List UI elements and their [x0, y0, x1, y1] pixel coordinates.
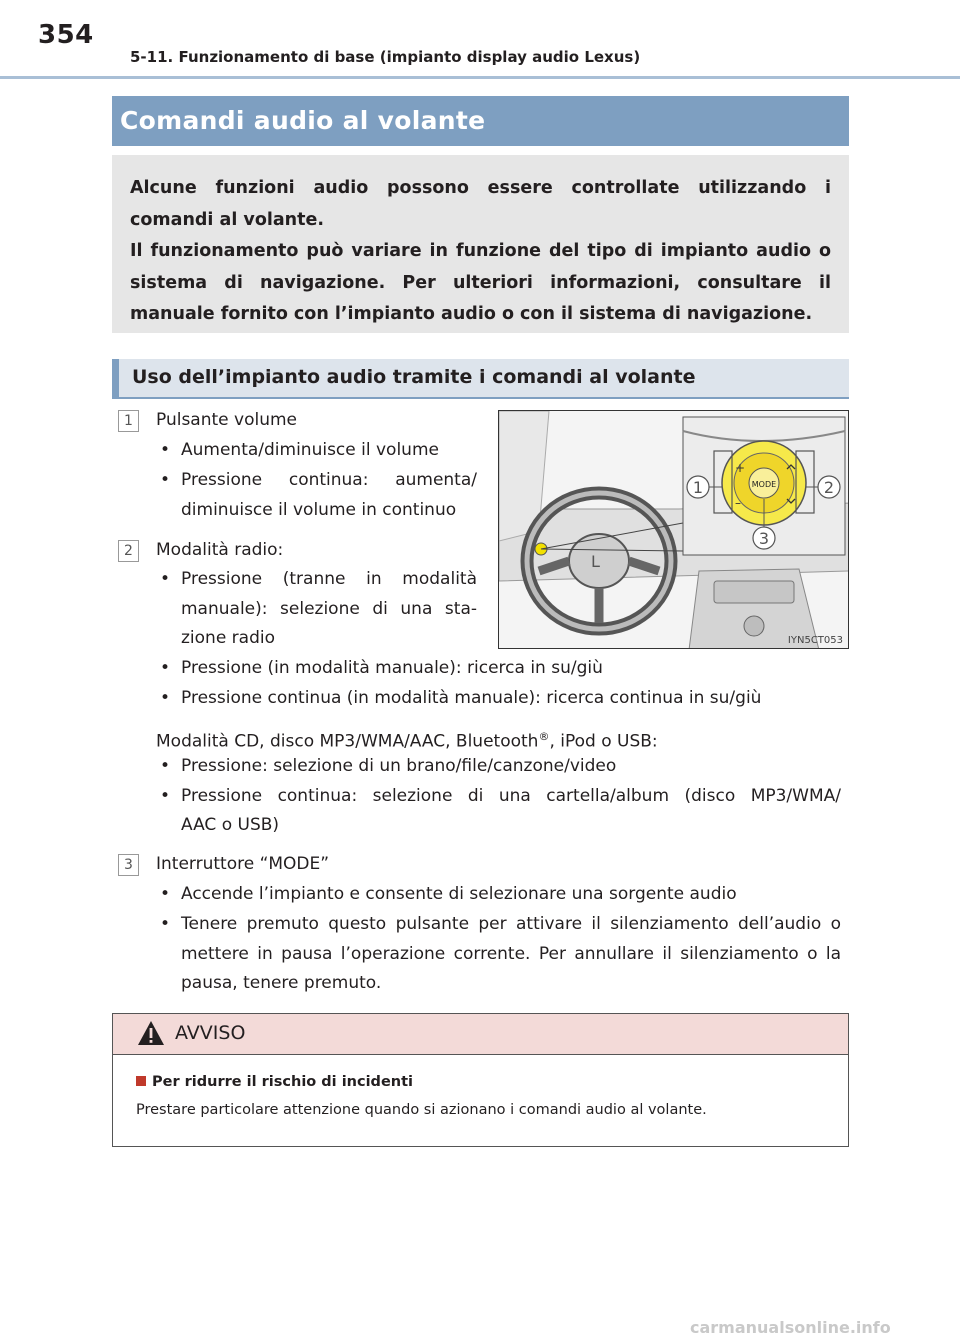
- figure-callout-3: 3: [758, 529, 770, 548]
- bullet-icon: •: [160, 688, 171, 708]
- item-number-2: 2: [118, 540, 139, 562]
- bullet-icon: •: [160, 470, 171, 490]
- intro-box: [112, 155, 849, 333]
- subsection-accent: [112, 359, 119, 397]
- item1-bullet-2-line2: diminuisce il volume in continuo: [181, 500, 457, 520]
- bullet-icon: •: [160, 756, 171, 776]
- item3-title: Interruttore “MODE”: [156, 854, 330, 874]
- subsection-bar: [112, 359, 849, 399]
- page-title: Comandi audio al volante: [120, 106, 486, 135]
- page-number: 354: [38, 20, 94, 50]
- item-number-3: 3: [118, 854, 139, 876]
- item2-bullet-5-line1: Pressione continua: selezione di una cartella/album (disco MP3/WMA/: [181, 786, 841, 806]
- svg-text:L: L: [591, 552, 600, 571]
- item2-bullet-1-line1: Pressione (tranne in modalità: [181, 569, 477, 589]
- item2-title: Modalità radio:: [156, 540, 284, 560]
- page-header: [0, 0, 960, 80]
- bullet-icon: •: [160, 658, 171, 678]
- warning-header: [113, 1014, 848, 1055]
- item3-bullet-2-line2: mettere in pausa l’operazione corrente. Per annullare il silenziamento o la: [181, 944, 841, 964]
- item-number-1: 1: [118, 410, 139, 432]
- figure-callout-2: 2: [823, 478, 835, 497]
- header-rule: [0, 76, 960, 79]
- intro-paragraph-2: Il funzionamento può variare in funzione del tipo di impianto audio o sistema di navigazione. Per ulteriori informazioni, consultare il manuale fornito con l’impianto audio o con il sistema di navigazione.: [130, 241, 831, 324]
- bullet-icon: •: [160, 440, 171, 460]
- intro-paragraph-1: Alcune funzioni audio possono essere controllate utilizzando i comandi al volante.: [130, 178, 831, 230]
- item2-subtitle-text: Modalità CD, disco MP3/WMA/AAC, Bluetooth: [156, 731, 539, 752]
- red-square-icon: [136, 1076, 146, 1086]
- bullet-icon: •: [160, 914, 171, 934]
- item3-bullet-1: Accende l’impianto e consente di selezionare una sorgente audio: [181, 884, 737, 904]
- svg-text:+: +: [735, 461, 746, 475]
- item3-bullet-2-line1: Tenere premuto questo pulsante per attivare il silenziamento dell’audio o: [181, 914, 841, 934]
- item2-bullet-1-line3: zione radio: [181, 628, 276, 648]
- bullet-icon: •: [160, 884, 171, 904]
- figure-code: IYN5CT053: [787, 635, 843, 646]
- steering-wheel-illustration: [499, 411, 849, 649]
- item2-bullet-4: Pressione: selezione di un brano/file/canzone/video: [181, 756, 617, 776]
- item1-bullet-1: Aumenta/diminuisce il volume: [181, 440, 439, 460]
- watermark: carmanualsonline.info: [690, 1318, 891, 1337]
- item1-title: Pulsante volume: [156, 410, 298, 430]
- svg-text:–: –: [735, 496, 741, 510]
- warning-box: [112, 1013, 849, 1147]
- section-title-bar: [112, 96, 849, 146]
- figure-callout-1: 1: [692, 478, 704, 497]
- warning-text: Prestare particolare attenzione quando si azionano i comandi audio al volante.: [136, 1102, 707, 1118]
- item2-bullet-1-line2: manuale): selezione di una sta-: [181, 599, 477, 619]
- chapter-title: 5-11. Funzionamento di base (impianto display audio Lexus): [130, 48, 641, 66]
- registered-mark: ®: [538, 730, 550, 743]
- item2-bullet-3: Pressione continua (in modalità manuale): ricerca continua in su/giù: [181, 688, 762, 708]
- warning-subtitle-text: Per ridurre il rischio di incidenti: [152, 1074, 413, 1090]
- mode-label: MODE: [751, 480, 777, 489]
- item1-bullet-2-line1: Pressione continua: aumenta/: [181, 470, 477, 490]
- warning-subtitle: [136, 1074, 413, 1090]
- subsection-title: Uso dell’impianto audio tramite i comandi al volante: [132, 366, 696, 388]
- item2-bullet-2: Pressione (in modalità manuale): ricerca in su/giù: [181, 658, 603, 678]
- item2-subtitle-end: , iPod o USB:: [549, 731, 658, 752]
- warning-triangle-icon: [137, 1020, 165, 1046]
- bullet-icon: •: [160, 569, 171, 589]
- item2-bullet-5-line2: AAC o USB): [181, 815, 280, 835]
- warning-title: AVVISO: [175, 1022, 246, 1044]
- steering-wheel-figure: [498, 410, 849, 649]
- bullet-icon: •: [160, 786, 171, 806]
- item3-bullet-2-line3: pausa, tenere premuto.: [181, 973, 382, 993]
